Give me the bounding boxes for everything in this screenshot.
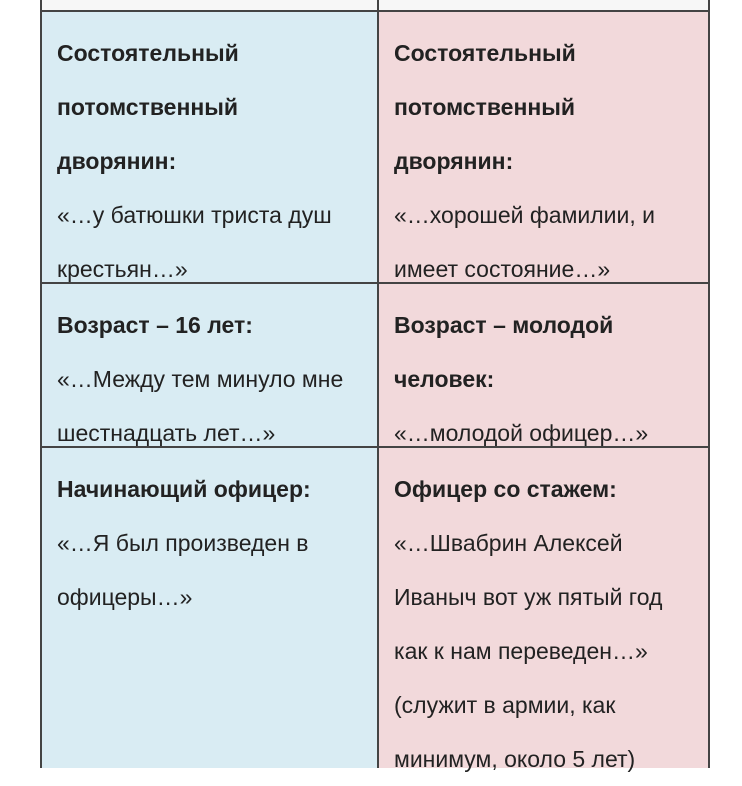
cell-title: Состоятельный потомственный дворянин: — [394, 40, 576, 174]
cell-shvabrin-rank — [379, 448, 708, 772]
table-row-rank — [42, 448, 708, 772]
cell-quote: «…молодой офицер…» — [394, 420, 649, 446]
cell-title: Возраст – 16 лет: — [57, 312, 253, 338]
cell-title: Начинающий офицер: — [57, 476, 311, 502]
cell-grinev-age — [42, 284, 379, 446]
cell-shvabrin-wealth — [379, 12, 708, 282]
cell-quote: «…Я был произведен в офицеры…» — [57, 530, 309, 610]
cell-grinev-wealth — [42, 12, 379, 282]
header-strip-right — [379, 0, 708, 10]
cell-quote: «…у батюшки триста душ крестьян…» — [57, 202, 332, 282]
cell-title: Офицер со стажем: — [394, 476, 617, 502]
table-row-age — [42, 284, 708, 448]
cell-quote: «…Между тем минуло мне шестнадцать лет…» — [57, 366, 344, 446]
cell-title: Состоятельный потомственный дворянин: — [57, 40, 239, 174]
table-header-strip — [42, 0, 708, 12]
cell-title: Возраст – молодой человек: — [394, 312, 614, 392]
header-strip-left — [42, 0, 379, 10]
cell-grinev-rank — [42, 448, 379, 768]
cell-quote: «…хорошей фамилии, и имеет состояние…» — [394, 202, 656, 282]
table-row-wealth — [42, 12, 708, 284]
comparison-table — [40, 0, 710, 772]
cell-shvabrin-age — [379, 284, 708, 446]
cell-quote: «…Швабрин Алексей Иваныч вот уж пятый год как к нам переведен…» (служит в армии, как минимум, около 5 лет) — [394, 530, 663, 772]
